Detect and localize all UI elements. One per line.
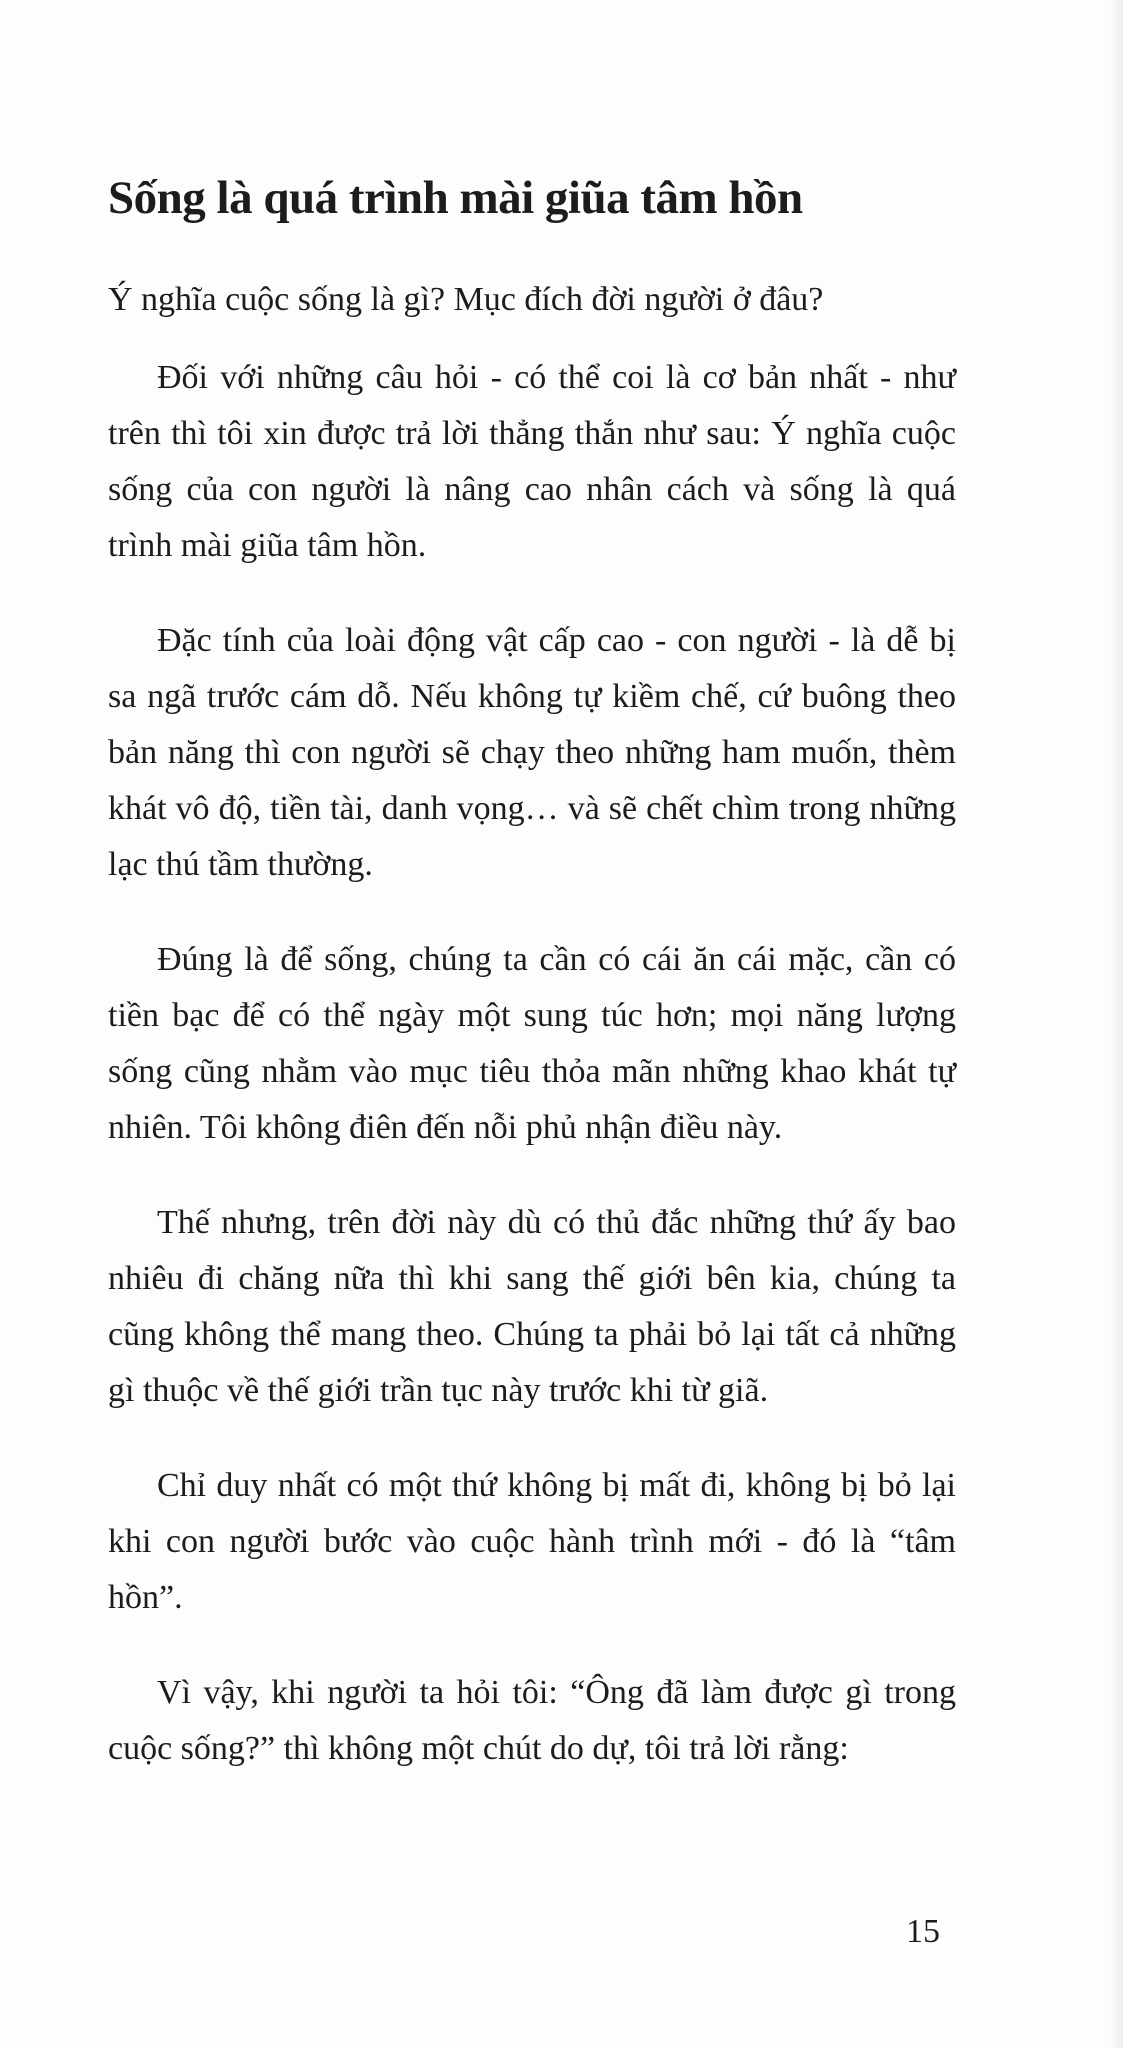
paragraph-meaning-of-life: Đối với những câu hỏi - có thể coi là cơ bản nhất - như trên thì tôi xin được trả lời thẳng thắn như sau: Ý nghĩa cuộc sống của con người là nâng cao nhân cách và sống là quá trình mài giũa tâm hồn. (108, 359, 956, 564)
lead-question: Ý nghĩa cuộc sống là gì? Mục đích đời người ở đâu? (108, 281, 824, 318)
paragraph-material-needs: Đúng là để sống, chúng ta cần có cái ăn cái mặc, cần có tiền bạc để có thể ngày một sung túc hơn; mọi năng lượng sống cũng nhằm vào mục tiêu thỏa mãn những khao khát tự nhiên. Tôi không điên đến nỗi phủ nhận điều này. (108, 941, 956, 1146)
body-text (108, 350, 956, 1816)
paragraph-temptation: Đặc tính của loài động vật cấp cao - con người - là dễ bị sa ngã trước cám dỗ. Nếu không tự kiềm chế, cứ buông theo bản năng thì con người sẽ chạy theo những ham muốn, thèm khát vô độ, tiền tài, danh vọng… và sẽ chết chìm trong những lạc thú tầm thường. (108, 622, 956, 883)
page-edge-shadow (1109, 0, 1123, 2048)
paragraph-cannot-take-along: Thế nhưng, trên đời này dù có thủ đắc những thứ ấy bao nhiêu đi chăng nữa thì khi sang thế giới bên kia, chúng ta cũng không thể mang theo. Chúng ta phải bỏ lại tất cả những gì thuộc về thế giới trần tục này trước khi từ giã. (108, 1204, 956, 1409)
paragraph-what-have-you-done: Vì vậy, khi người ta hỏi tôi: “Ông đã làm được gì trong cuộc sống?” thì không một chút do dự, tôi trả lời rằng: (108, 1674, 956, 1767)
paragraph-soul-remains: Chỉ duy nhất có một thứ không bị mất đi, không bị bỏ lại khi con người bước vào cuộc hành trình mới - đó là “tâm hồn”. (108, 1467, 956, 1616)
page-number: 15 (906, 1913, 940, 1950)
section-heading: Sống là quá trình mài giũa tâm hồn (108, 172, 803, 224)
